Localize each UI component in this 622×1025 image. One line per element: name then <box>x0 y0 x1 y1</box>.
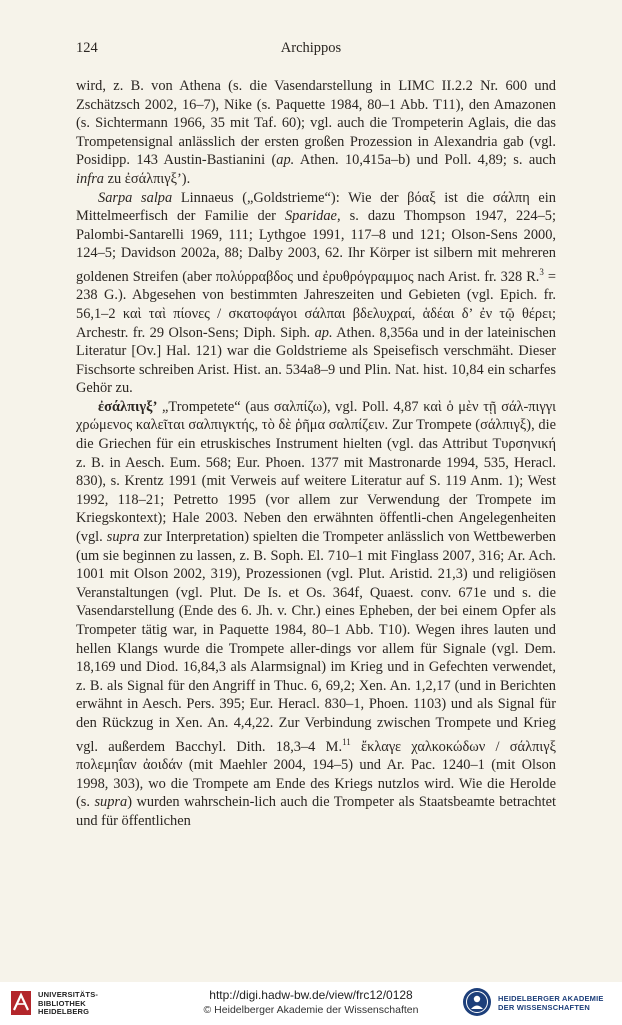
running-head: Archippos <box>280 40 342 56</box>
university-library-name: UNIVERSITÄTS- BIBLIOTHEK HEIDELBERG <box>38 990 99 1016</box>
lemma-heading: ἐσάλπιγξ’ <box>98 398 158 415</box>
footer-bar <box>0 982 622 1025</box>
academy-logo[interactable] <box>462 987 612 1019</box>
university-library-mark-icon <box>10 990 32 1016</box>
body-text <box>76 77 556 830</box>
footer-center <box>140 988 482 1017</box>
academy-name: HEIDELBERGER AKADEMIE DER WISSENSCHAFTEN <box>498 994 604 1012</box>
page-number: 124 <box>76 40 98 56</box>
university-library-logo[interactable] <box>10 988 130 1018</box>
paragraph-sarpa-salpa: Sarpa salpa Linnaeus („Goldstrieme“): Wie der βόαξ ist die σάλπη ein Mittelmeerfisch der Familie der Sparidae, s. dazu Thompson 1947, 224–5; Palombi-Santarelli 1969, 111; Lythgoe 1991, 117–8 und 121; Olson-Sens 2000, 124–5; Davidson 2002a, 88; Dalby 2003, 62. Ihr Körper ist silbern mit mehreren goldenen Streifen (aber πολύρραβδος und ἐρυθρόγραμμος nach Arist. fr. 328 R.$^3$ = 238 G.). Abgesehen von bestimmten Jahreszeiten und Gebieten (vgl. Epich. fr. 56,1–2 καὶ ταὶ πίονες / σκατοφάγοι σάλπαι βδελυχραί, ἁδέαι δ’ ἐν τῷ θέρει; Archestr. fr. 29 Olson-Sens; Diph. Siph. ap. Athen. 8,356a und in der lateinischen Literatur [Ov.] Hal. 121) war die Goldstrieme als Speisefisch verschmäht. Dieser Fischsorte schreiben Arist. Hist. an. 534a8–9 und Plin. Nat. hist. 10,84 ein scharfes Gehör zu. <box>76 189 557 397</box>
paragraph-esalpigx: ἐσάλπιγξ’ „Trompetete“ (aus σαλπίζω), vgl. Poll. 4,87 καὶ ὁ μὲν τῇ σάλ-πιγγι χρώμενος καλεῖται σαλπιγκτής, τὸ δὲ ῥῆμα σαλπίζειν. Zur Trompete (σάλπιγξ), die die Griechen für ein etruskisches Instrument hielten (vgl. das Attribut Τυρσηνική z. B. in Aesch. Eum. 568; Eur. Phoen. 1377 mit Mastronarde 1994, 535, Heracl. 830), s. Krentz 1991 (mit Verweis auf weitere Literatur auf S. 119 Anm. 1); West 1992, 118–21; Petretto 1995 (vor allem zur Verwendung der Trompete im Kriegskontext); Hale 2003. Neben den erwähnten öffentli-chen Angelegenheiten (vgl. supra zur Interpretation) spielten die Trompeter anlässlich von Wettbewerben (um sie beginnen zu lassen, z. B. Soph. El. 710–1 mit Finglass 2007, 316; Ar. Ach. 1001 mit Olson 2002, 319), Prozessionen (vgl. Plut. Aristid. 21,3) und religiösen Veranstaltungen (vgl. Plut. De Is. et Os. 364f, Quaest. conv. 671e und s. die Vasendarstellung (Ende des 6. Jh. v. Chr.) eines Epheben, der bei einem Opfer als Trompeter tätig war, in Paquette 1984, 80–1 Abb. T10). Wegen ihres lauten und hellen Klangs wurde die Trompete aller-dings vor allem für Signale (vgl. Dem. 18,169 und Diod. 16,84,3 als Alarmsignal) im Krieg und in Gefechten verwendet, z. B. als Signal für den Angriff in Thuc. 6, 69,2; Xen. An. 1,2,17 (und in Berichten erwähnt in Aesch. Pers. 395; Eur. Heracl. 830–1, Phoen. 1103) und als Signal für den Rückzug in Xen. An. 4,4,22. Zur Verbindung zwischen Trompete und Krieg vgl. außerdem Bacchyl. Dith. 18,3–4 M.$^{11}$ ἔκλαγε χαλκοκώδων / σάλπιγξ πολεμηΐαν ἀοιδάν (mit Maehler 2004, 194–5) und Ar. Pac. 1240–1 (mit Olson 1998, 303), wo die Trompete am Ende des Kriegs nutzlos wird. Wie die Herolde (s. supra) wurden wahrschein-lich auch die Trompeter als Staatsbeamte betrachtet und für öffentlichen <box>76 398 556 829</box>
copyright-notice: © Heidelberger Akademie der Wissenschaften <box>203 1004 419 1016</box>
academy-seal-icon <box>462 987 492 1017</box>
permalink[interactable]: http://digi.hadw-bw.de/view/frc12/0128 <box>209 988 413 1002</box>
paragraph-1: wird, z. B. von Athena (s. die Vasendarstellung in LIMC II.2.2 Nr. 600 und Zschätzsch 2002, 16–7), Nike (s. Paquette 1984, 80–1 Abb. T11), den Amazonen (s. Sichtermann 1966, 35 mit Taf. 60); vgl. auch die Trompeterin Aglais, die das Trompetensignal anlässlich der ersten großen Prozession in Alexandria gab (vgl. Posidipp. 143 Austin-Bastianini (ap. Athen. 10,415a–b) und Poll. 4,89; s. auch infra zu ἐσάλπιγξ’). <box>76 78 556 187</box>
